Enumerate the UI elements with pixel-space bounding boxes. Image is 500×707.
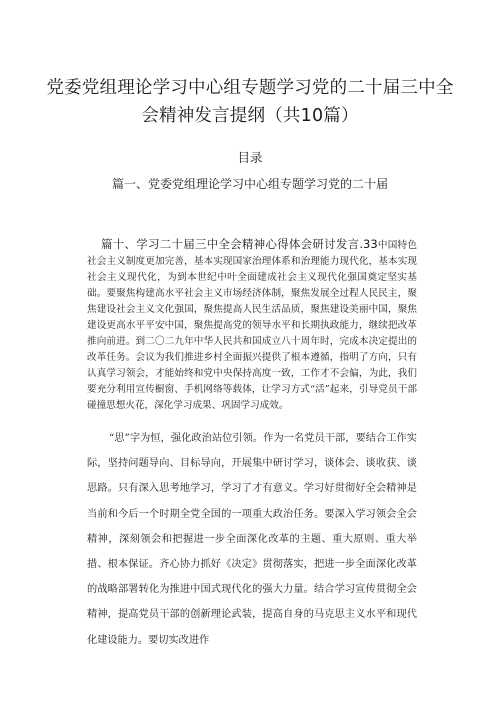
toc-item: 篇一、党委党组理论学习中心组专题学习党的二十届 [111, 177, 388, 191]
toc-heading: 目录 [237, 150, 263, 165]
overlapped-text-block [87, 236, 417, 414]
toc-item-10: 篇十、学习二十届三中全会精神心得体会研讨发言.33 [101, 237, 378, 251]
document-title: 党委党组理论学习中心组专题学习党的二十届三中全会精神发言提纲（共10篇） [46, 78, 454, 126]
paragraph-fragment: 中国特色社会主义制度更加完善，基本实现国家治理体系和治理能力现代化，基本实现社会主义现代化，为到本世纪中叶全面建成社会主义现代化强国奠定坚实基础。要聚焦构建高水平社会主义市场经济体制，聚焦发展全过程人民民主，聚焦建设社会主义文化强国，聚焦提高人民生活品质，聚焦建设美丽中国，聚焦建设更高水平平安中国，聚焦提高党的领导水平和长期执政能力，继续把改革推向前进。到二〇二九年中华人民共和国成立八十周年时，完成本决定提出的改革任务。会议为我们推进乡村全面振兴提供了根本遵循，指明了方向，只有认真学习领会，才能始终和党中央保持高度一致，工作才不会偏，为此，我们要充分利用宣传橱窗、手机网络等载体，让学习方式“活”起来，引导党员干部碰撞思想火花，深化学习成果、巩固学习成效。 [87, 240, 417, 411]
body-paragraph: “思”字为恒，强化政治站位引领。作为一名党员干部，要结合工作实际，坚持问题导向、目标导向，开展集中研讨学习，谈体会、谈收获、谈思路。只有深入思考地学习，学习了才有意义。学习好贯彻好全会精神是当前和今后一个时期全党全国的一项重大政治任务。要深入学习领会全会精神，深刻领会和把握进一步全面深化改革的主题、重大原则、重大举措、根本保证。齐心协力抓好《决定》贯彻落实，把进一步全面深化改革的战略部署转化为推进中国式现代化的强大力量。结合学习宣传贯彻全会精神，提高党员干部的创新理论武装，提高自身的马克思主义水平和现代化建设能力。要切实改进作 [87, 433, 417, 646]
